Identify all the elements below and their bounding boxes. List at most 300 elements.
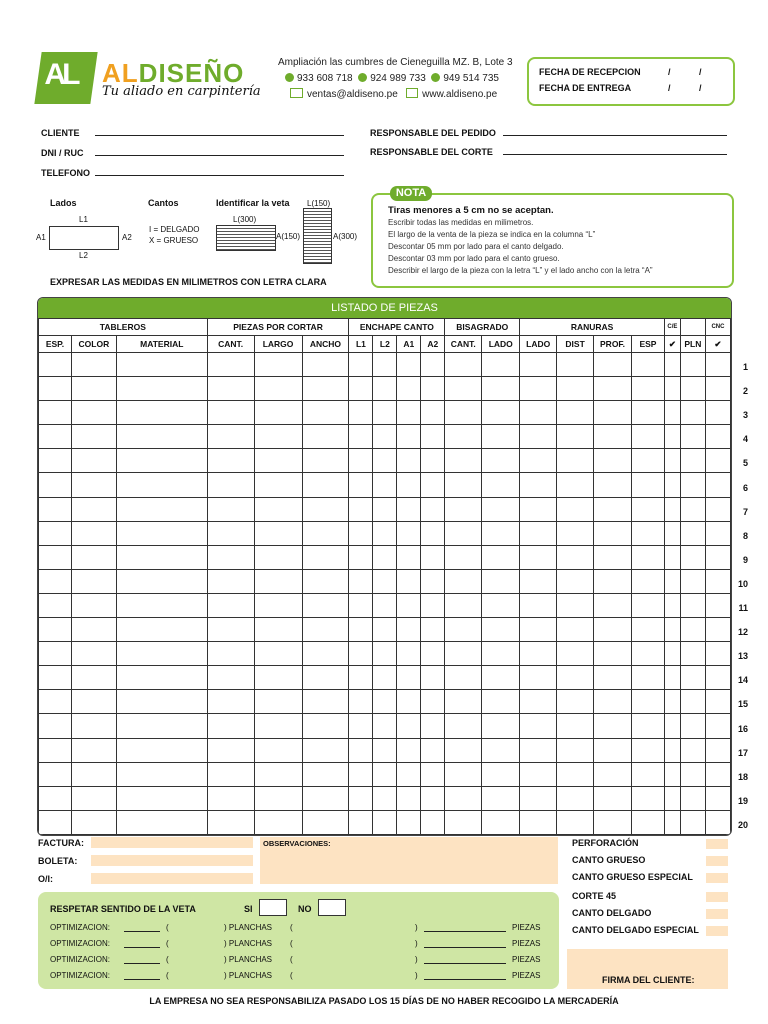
table-cell[interactable]: [373, 810, 397, 834]
table-cell[interactable]: [680, 810, 705, 834]
table-cell[interactable]: [632, 714, 665, 738]
table-cell[interactable]: [557, 738, 594, 762]
table-cell[interactable]: [680, 593, 705, 617]
table-cell[interactable]: [557, 569, 594, 593]
table-cell[interactable]: [632, 690, 665, 714]
table-cell[interactable]: [373, 353, 397, 377]
table-cell[interactable]: [680, 618, 705, 642]
cliente-field[interactable]: [95, 135, 344, 136]
table-cell[interactable]: [207, 449, 254, 473]
table-cell[interactable]: [39, 810, 72, 834]
table-cell[interactable]: [594, 449, 632, 473]
table-cell[interactable]: [373, 449, 397, 473]
table-cell[interactable]: [705, 690, 730, 714]
table-cell[interactable]: [116, 377, 207, 401]
table-cell[interactable]: [349, 714, 373, 738]
table-cell[interactable]: [254, 666, 302, 690]
table-cell[interactable]: [557, 593, 594, 617]
table-cell[interactable]: [680, 545, 705, 569]
table-cell[interactable]: [349, 473, 373, 497]
table-cell[interactable]: [664, 473, 680, 497]
resp-corte-field[interactable]: [503, 154, 727, 155]
optimizacion-qty-field[interactable]: [124, 979, 160, 980]
table-cell[interactable]: [594, 377, 632, 401]
table-cell[interactable]: [482, 786, 520, 810]
table-cell[interactable]: [705, 497, 730, 521]
table-cell[interactable]: [680, 521, 705, 545]
table-cell[interactable]: [373, 690, 397, 714]
table-cell[interactable]: [71, 593, 116, 617]
table-cell[interactable]: [445, 810, 482, 834]
table-cell[interactable]: [71, 738, 116, 762]
table-cell[interactable]: [373, 714, 397, 738]
table-cell[interactable]: [71, 377, 116, 401]
table-cell[interactable]: [445, 545, 482, 569]
table-cell[interactable]: [207, 353, 254, 377]
table-cell[interactable]: [116, 353, 207, 377]
table-cell[interactable]: [705, 521, 730, 545]
table-cell[interactable]: [373, 618, 397, 642]
table-cell[interactable]: [482, 810, 520, 834]
table-cell[interactable]: [397, 401, 421, 425]
table-cell[interactable]: [557, 353, 594, 377]
table-cell[interactable]: [557, 449, 594, 473]
table-cell[interactable]: [664, 401, 680, 425]
table-cell[interactable]: [632, 738, 665, 762]
table-cell[interactable]: [445, 425, 482, 449]
table-cell[interactable]: [349, 786, 373, 810]
table-cell[interactable]: [397, 618, 421, 642]
table-cell[interactable]: [594, 666, 632, 690]
table-cell[interactable]: [594, 425, 632, 449]
table-cell[interactable]: [664, 593, 680, 617]
table-cell[interactable]: [445, 714, 482, 738]
table-cell[interactable]: [705, 762, 730, 786]
table-cell[interactable]: [705, 786, 730, 810]
table-cell[interactable]: [207, 497, 254, 521]
table-cell[interactable]: [116, 642, 207, 666]
table-cell[interactable]: [557, 545, 594, 569]
table-cell[interactable]: [520, 666, 557, 690]
table-cell[interactable]: [349, 425, 373, 449]
table-cell[interactable]: [39, 353, 72, 377]
table-cell[interactable]: [557, 401, 594, 425]
table-cell[interactable]: [482, 666, 520, 690]
table-cell[interactable]: [632, 401, 665, 425]
table-cell[interactable]: [445, 762, 482, 786]
table-cell[interactable]: [71, 810, 116, 834]
table-cell[interactable]: [705, 666, 730, 690]
table-cell[interactable]: [664, 690, 680, 714]
table-cell[interactable]: [705, 545, 730, 569]
table-cell[interactable]: [373, 401, 397, 425]
table-cell[interactable]: [39, 714, 72, 738]
table-cell[interactable]: [520, 521, 557, 545]
factura-field[interactable]: [91, 837, 253, 848]
table-cell[interactable]: [207, 714, 254, 738]
table-cell[interactable]: [445, 690, 482, 714]
table-cell[interactable]: [302, 497, 349, 521]
table-cell[interactable]: [705, 377, 730, 401]
table-cell[interactable]: [520, 545, 557, 569]
table-cell[interactable]: [254, 521, 302, 545]
table-cell[interactable]: [373, 569, 397, 593]
table-cell[interactable]: [116, 666, 207, 690]
table-cell[interactable]: [71, 690, 116, 714]
table-cell[interactable]: [632, 521, 665, 545]
table-cell[interactable]: [349, 690, 373, 714]
table-cell[interactable]: [557, 666, 594, 690]
table-cell[interactable]: [664, 786, 680, 810]
table-cell[interactable]: [302, 473, 349, 497]
table-cell[interactable]: [421, 377, 445, 401]
table-cell[interactable]: [557, 690, 594, 714]
table-cell[interactable]: [632, 449, 665, 473]
table-cell[interactable]: [421, 401, 445, 425]
table-cell[interactable]: [39, 449, 72, 473]
table-cell[interactable]: [397, 642, 421, 666]
table-cell[interactable]: [71, 618, 116, 642]
table-cell[interactable]: [254, 593, 302, 617]
table-cell[interactable]: [71, 545, 116, 569]
table-cell[interactable]: [302, 545, 349, 569]
table-cell[interactable]: [632, 786, 665, 810]
table-cell[interactable]: [664, 377, 680, 401]
table-cell[interactable]: [39, 738, 72, 762]
table-cell[interactable]: [664, 762, 680, 786]
table-cell[interactable]: [664, 353, 680, 377]
table-cell[interactable]: [397, 738, 421, 762]
table-cell[interactable]: [302, 593, 349, 617]
table-cell[interactable]: [445, 353, 482, 377]
si-checkbox[interactable]: [259, 899, 287, 916]
table-cell[interactable]: [557, 762, 594, 786]
table-cell[interactable]: [207, 690, 254, 714]
table-cell[interactable]: [482, 377, 520, 401]
table-cell[interactable]: [705, 473, 730, 497]
table-cell[interactable]: [302, 353, 349, 377]
table-cell[interactable]: [421, 497, 445, 521]
optimizacion-qty-field[interactable]: [124, 931, 160, 932]
table-cell[interactable]: [254, 738, 302, 762]
table-cell[interactable]: [254, 377, 302, 401]
service-checkbox[interactable]: [706, 909, 728, 919]
table-cell[interactable]: [254, 642, 302, 666]
table-cell[interactable]: [632, 473, 665, 497]
table-cell[interactable]: [373, 377, 397, 401]
table-cell[interactable]: [349, 449, 373, 473]
table-cell[interactable]: [254, 473, 302, 497]
table-cell[interactable]: [445, 618, 482, 642]
table-cell[interactable]: [116, 762, 207, 786]
table-cell[interactable]: [632, 353, 665, 377]
table-cell[interactable]: [207, 666, 254, 690]
table-cell[interactable]: [254, 545, 302, 569]
table-cell[interactable]: [302, 810, 349, 834]
table-cell[interactable]: [373, 473, 397, 497]
table-cell[interactable]: [632, 666, 665, 690]
table-cell[interactable]: [397, 714, 421, 738]
table-cell[interactable]: [71, 762, 116, 786]
table-cell[interactable]: [397, 690, 421, 714]
table-cell[interactable]: [302, 762, 349, 786]
table-cell[interactable]: [594, 762, 632, 786]
table-cell[interactable]: [421, 521, 445, 545]
table-cell[interactable]: [71, 521, 116, 545]
table-cell[interactable]: [116, 714, 207, 738]
table-cell[interactable]: [520, 618, 557, 642]
table-cell[interactable]: [71, 473, 116, 497]
table-cell[interactable]: [632, 569, 665, 593]
table-cell[interactable]: [397, 473, 421, 497]
table-cell[interactable]: [632, 762, 665, 786]
table-cell[interactable]: [664, 569, 680, 593]
table-cell[interactable]: [445, 642, 482, 666]
table-cell[interactable]: [520, 449, 557, 473]
table-cell[interactable]: [557, 521, 594, 545]
table-cell[interactable]: [557, 425, 594, 449]
table-cell[interactable]: [373, 593, 397, 617]
table-cell[interactable]: [705, 714, 730, 738]
table-cell[interactable]: [594, 401, 632, 425]
table-cell[interactable]: [421, 569, 445, 593]
table-cell[interactable]: [254, 425, 302, 449]
table-cell[interactable]: [632, 497, 665, 521]
table-cell[interactable]: [116, 618, 207, 642]
table-cell[interactable]: [39, 545, 72, 569]
service-checkbox[interactable]: [706, 926, 728, 936]
table-cell[interactable]: [482, 521, 520, 545]
table-cell[interactable]: [397, 569, 421, 593]
table-cell[interactable]: [302, 690, 349, 714]
email-link[interactable]: ventas@aldiseno.pe: [307, 89, 398, 100]
table-cell[interactable]: [207, 425, 254, 449]
table-cell[interactable]: [71, 449, 116, 473]
table-cell[interactable]: [349, 762, 373, 786]
table-cell[interactable]: [594, 618, 632, 642]
table-cell[interactable]: [254, 690, 302, 714]
table-cell[interactable]: [302, 666, 349, 690]
table-cell[interactable]: [520, 401, 557, 425]
table-cell[interactable]: [373, 738, 397, 762]
table-cell[interactable]: [520, 353, 557, 377]
table-cell[interactable]: [594, 593, 632, 617]
table-cell[interactable]: [632, 377, 665, 401]
piezas-qty-field[interactable]: [424, 963, 506, 964]
table-cell[interactable]: [397, 521, 421, 545]
table-cell[interactable]: [520, 593, 557, 617]
table-cell[interactable]: [594, 714, 632, 738]
table-cell[interactable]: [116, 738, 207, 762]
table-cell[interactable]: [482, 449, 520, 473]
table-cell[interactable]: [207, 810, 254, 834]
table-cell[interactable]: [397, 353, 421, 377]
table-cell[interactable]: [421, 449, 445, 473]
table-cell[interactable]: [349, 810, 373, 834]
table-cell[interactable]: [594, 497, 632, 521]
table-cell[interactable]: [705, 401, 730, 425]
table-cell[interactable]: [39, 377, 72, 401]
table-cell[interactable]: [680, 449, 705, 473]
table-cell[interactable]: [302, 377, 349, 401]
table-cell[interactable]: [664, 618, 680, 642]
table-cell[interactable]: [71, 786, 116, 810]
table-cell[interactable]: [594, 738, 632, 762]
table-cell[interactable]: [254, 786, 302, 810]
dni-field[interactable]: [95, 155, 344, 156]
table-cell[interactable]: [421, 545, 445, 569]
table-cell[interactable]: [680, 569, 705, 593]
table-cell[interactable]: [397, 786, 421, 810]
table-cell[interactable]: [594, 521, 632, 545]
table-cell[interactable]: [594, 569, 632, 593]
table-cell[interactable]: [71, 642, 116, 666]
table-cell[interactable]: [207, 762, 254, 786]
table-cell[interactable]: [421, 353, 445, 377]
table-cell[interactable]: [705, 738, 730, 762]
table-cell[interactable]: [373, 786, 397, 810]
table-cell[interactable]: [373, 425, 397, 449]
table-cell[interactable]: [482, 762, 520, 786]
table-cell[interactable]: [254, 762, 302, 786]
table-cell[interactable]: [116, 497, 207, 521]
table-cell[interactable]: [594, 810, 632, 834]
table-cell[interactable]: [302, 738, 349, 762]
table-cell[interactable]: [39, 666, 72, 690]
table-cell[interactable]: [373, 642, 397, 666]
table-cell[interactable]: [445, 786, 482, 810]
table-cell[interactable]: [557, 810, 594, 834]
table-cell[interactable]: [349, 618, 373, 642]
table-cell[interactable]: [71, 569, 116, 593]
table-cell[interactable]: [71, 401, 116, 425]
table-cell[interactable]: [482, 497, 520, 521]
table-cell[interactable]: [207, 377, 254, 401]
piezas-qty-field[interactable]: [424, 979, 506, 980]
table-cell[interactable]: [705, 449, 730, 473]
table-cell[interactable]: [664, 545, 680, 569]
table-cell[interactable]: [116, 473, 207, 497]
web-link[interactable]: www.aldiseno.pe: [422, 89, 498, 100]
table-cell[interactable]: [664, 497, 680, 521]
table-cell[interactable]: [557, 473, 594, 497]
table-cell[interactable]: [254, 714, 302, 738]
table-cell[interactable]: [421, 762, 445, 786]
table-cell[interactable]: [482, 593, 520, 617]
table-cell[interactable]: [349, 497, 373, 521]
table-cell[interactable]: [632, 618, 665, 642]
table-cell[interactable]: [680, 377, 705, 401]
table-cell[interactable]: [482, 353, 520, 377]
table-cell[interactable]: [632, 642, 665, 666]
table-cell[interactable]: [482, 618, 520, 642]
table-cell[interactable]: [397, 810, 421, 834]
table-cell[interactable]: [39, 569, 72, 593]
table-cell[interactable]: [632, 425, 665, 449]
table-cell[interactable]: [39, 521, 72, 545]
table-cell[interactable]: [520, 569, 557, 593]
table-cell[interactable]: [482, 690, 520, 714]
table-cell[interactable]: [680, 738, 705, 762]
table-cell[interactable]: [680, 473, 705, 497]
piezas-qty-field[interactable]: [424, 947, 506, 948]
table-cell[interactable]: [680, 714, 705, 738]
table-cell[interactable]: [482, 401, 520, 425]
table-cell[interactable]: [445, 593, 482, 617]
table-cell[interactable]: [664, 449, 680, 473]
table-cell[interactable]: [705, 810, 730, 834]
table-cell[interactable]: [594, 642, 632, 666]
table-cell[interactable]: [71, 353, 116, 377]
table-cell[interactable]: [39, 642, 72, 666]
table-cell[interactable]: [373, 762, 397, 786]
table-cell[interactable]: [39, 425, 72, 449]
table-cell[interactable]: [116, 521, 207, 545]
table-cell[interactable]: [705, 425, 730, 449]
table-cell[interactable]: [680, 690, 705, 714]
table-cell[interactable]: [349, 593, 373, 617]
table-cell[interactable]: [207, 738, 254, 762]
table-cell[interactable]: [482, 569, 520, 593]
table-cell[interactable]: [445, 569, 482, 593]
service-checkbox[interactable]: [706, 873, 728, 883]
table-cell[interactable]: [373, 521, 397, 545]
table-cell[interactable]: [680, 401, 705, 425]
table-cell[interactable]: [397, 377, 421, 401]
table-cell[interactable]: [520, 473, 557, 497]
table-cell[interactable]: [421, 666, 445, 690]
table-cell[interactable]: [482, 738, 520, 762]
table-cell[interactable]: [520, 497, 557, 521]
piezas-qty-field[interactable]: [424, 931, 506, 932]
table-cell[interactable]: [254, 449, 302, 473]
table-cell[interactable]: [254, 401, 302, 425]
table-cell[interactable]: [397, 593, 421, 617]
table-cell[interactable]: [349, 353, 373, 377]
table-cell[interactable]: [207, 786, 254, 810]
table-cell[interactable]: [302, 714, 349, 738]
table-cell[interactable]: [445, 401, 482, 425]
boleta-field[interactable]: [91, 855, 253, 866]
table-cell[interactable]: [664, 738, 680, 762]
table-cell[interactable]: [664, 810, 680, 834]
table-cell[interactable]: [421, 738, 445, 762]
table-cell[interactable]: [302, 401, 349, 425]
table-cell[interactable]: [705, 569, 730, 593]
table-cell[interactable]: [254, 497, 302, 521]
table-cell[interactable]: [557, 642, 594, 666]
table-cell[interactable]: [445, 521, 482, 545]
service-checkbox[interactable]: [706, 839, 728, 849]
table-cell[interactable]: [705, 642, 730, 666]
table-cell[interactable]: [349, 545, 373, 569]
table-cell[interactable]: [632, 593, 665, 617]
table-cell[interactable]: [445, 497, 482, 521]
table-cell[interactable]: [207, 545, 254, 569]
table-cell[interactable]: [254, 353, 302, 377]
table-cell[interactable]: [557, 377, 594, 401]
table-cell[interactable]: [632, 545, 665, 569]
table-cell[interactable]: [680, 786, 705, 810]
table-cell[interactable]: [594, 473, 632, 497]
table-cell[interactable]: [705, 618, 730, 642]
optimizacion-qty-field[interactable]: [124, 963, 160, 964]
table-cell[interactable]: [71, 497, 116, 521]
table-cell[interactable]: [397, 449, 421, 473]
table-cell[interactable]: [302, 642, 349, 666]
table-cell[interactable]: [39, 497, 72, 521]
table-cell[interactable]: [302, 425, 349, 449]
